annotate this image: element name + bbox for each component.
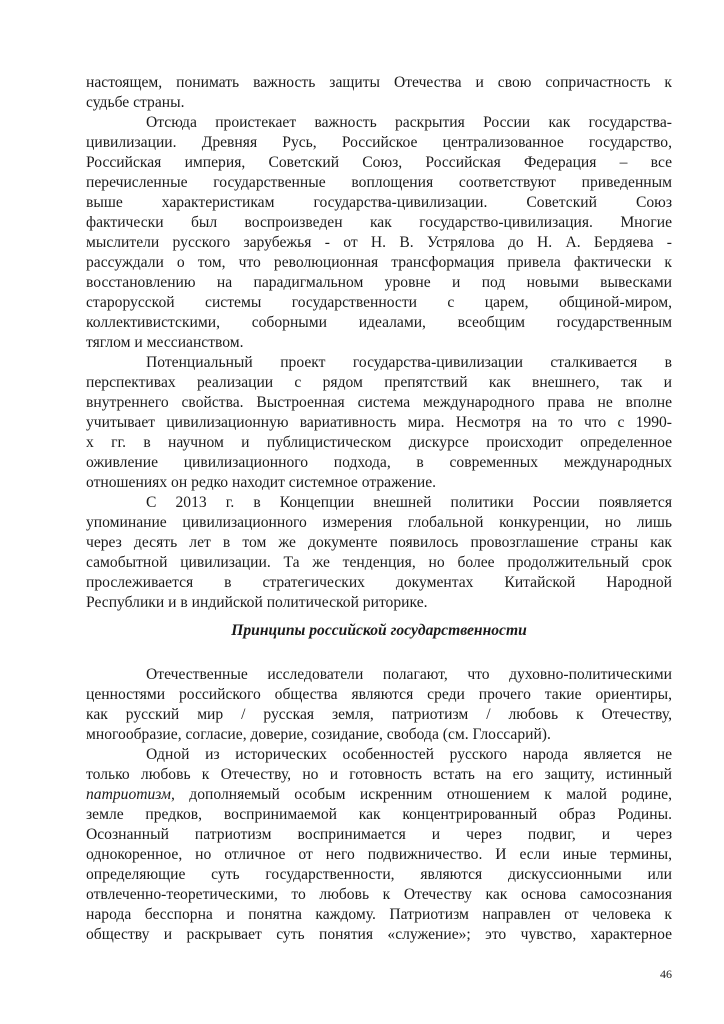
text-line: определяющие суть государственности, являются дискуссионными или <box>86 866 672 883</box>
text-line: рассуждали о том, что революционная трансформация привела фактически к <box>86 254 672 271</box>
text-line: народа бесспорна и понятна каждому. Патриотизм направлен от человека к <box>86 906 672 923</box>
text-line: отвлеченно-теоретическими, то любовь к Отечеству как основа самосознания <box>86 886 672 903</box>
text-line: учитывает цивилизационную вариативность мира. Несмотря на то что с 1990- <box>86 414 672 431</box>
text-span: дополняемый особым искренним отношением к малой родине, <box>189 786 672 803</box>
text-line: цивилизации. Древняя Русь, Российское централизованное государство, <box>86 134 672 151</box>
text-line: многообразие, согласие, доверие, созидание, свобода (см. Глоссарий). <box>86 726 551 743</box>
text-line: выше характеристикам государства-цивилизации. Советский Союз <box>86 194 672 211</box>
text-line: ценностями российского общества являются среди прочего такие ориентиры, <box>86 686 672 703</box>
text-line: земле предков, воспринимаемой как концентрированный образ Родины. <box>86 806 672 823</box>
text-line: упоминание цивилизационного измерения глобальной конкуренции, но лишь <box>86 514 672 531</box>
text-line: однокоренное, но отличное от него подвижничество. И если иные термины, <box>86 846 672 863</box>
text-line: фактически был воспроизведен как государство-цивилизация. Многие <box>86 214 672 231</box>
text-line: внутреннего свойства. Выстроенная система международного права не вполне <box>86 394 672 411</box>
text-line: оживление цивилизационного подхода, в современных международных <box>86 454 672 471</box>
text-line: старорусской системы государственности с царем, общиной-миром, <box>86 294 672 311</box>
text-line: самобытной цивилизации. Та же тенденция, но более продолжительный срок <box>86 554 672 571</box>
text-line: Республики и в индийской политической риторике. <box>86 594 428 611</box>
text-line: С 2013 г. в Концепции внешней политики России появляется <box>146 494 672 511</box>
text-line: судьбе страны. <box>86 94 185 111</box>
section-heading: Принципы российской государственности <box>231 622 527 639</box>
text-line: мыслители русского зарубежья - от Н. В. Устрялова до Н. А. Бердяева - <box>86 234 672 251</box>
text-line: Отечественные исследователи полагают, что духовно-политическими <box>146 666 672 683</box>
text-line: коллективистскими, соборными идеалами, всеобщим государственным <box>86 314 672 331</box>
text-line: настоящем, понимать важность защиты Отечества и свою сопричастность к <box>86 74 672 91</box>
italic-term: патриотизм, <box>86 786 175 803</box>
text-line: Российская империя, Советский Союз, Российская Федерация – все <box>86 154 672 171</box>
text-line: Осознанный патриотизм воспринимается и через подвиг, и через <box>86 826 672 843</box>
text-line: Потенциальный проект государства-цивилизации сталкивается в <box>146 354 672 371</box>
text-line <box>86 785 672 805</box>
text-line: обществу и раскрывает суть понятия «служение»; это чувство, характерное <box>86 926 672 943</box>
text-line: как русский мир / русская земля, патриотизм / любовь к Отечеству, <box>86 706 672 723</box>
page-number: 46 <box>660 967 672 981</box>
text-line: перспективах реализации с рядом препятствий как внешнего, так и <box>86 374 672 391</box>
text-line: восстановлению на парадигмальном уровне и под новыми вывесками <box>86 274 672 291</box>
text-line: х гг. в научном и публицистическом дискурсе происходит определенное <box>86 434 672 451</box>
text-line: Отсюда проистекает важность раскрытия России как государства- <box>146 114 672 131</box>
text-line: через десять лет в том же документе появилось провозглашение страны как <box>86 534 672 551</box>
text-line: перечисленные государственные воплощения соответствуют приведенным <box>86 174 672 191</box>
text-line: только любовь к Отечеству, но и готовность встать на его защиту, истинный <box>86 766 672 783</box>
text-line: тяглом и мессианством. <box>86 334 244 351</box>
text-line: отношениях он редко находит системное отражение. <box>86 474 437 491</box>
text-line: Одной из исторических особенностей русского народа является не <box>146 746 672 763</box>
text-line: прослеживается в стратегических документах Китайской Народной <box>86 574 672 591</box>
